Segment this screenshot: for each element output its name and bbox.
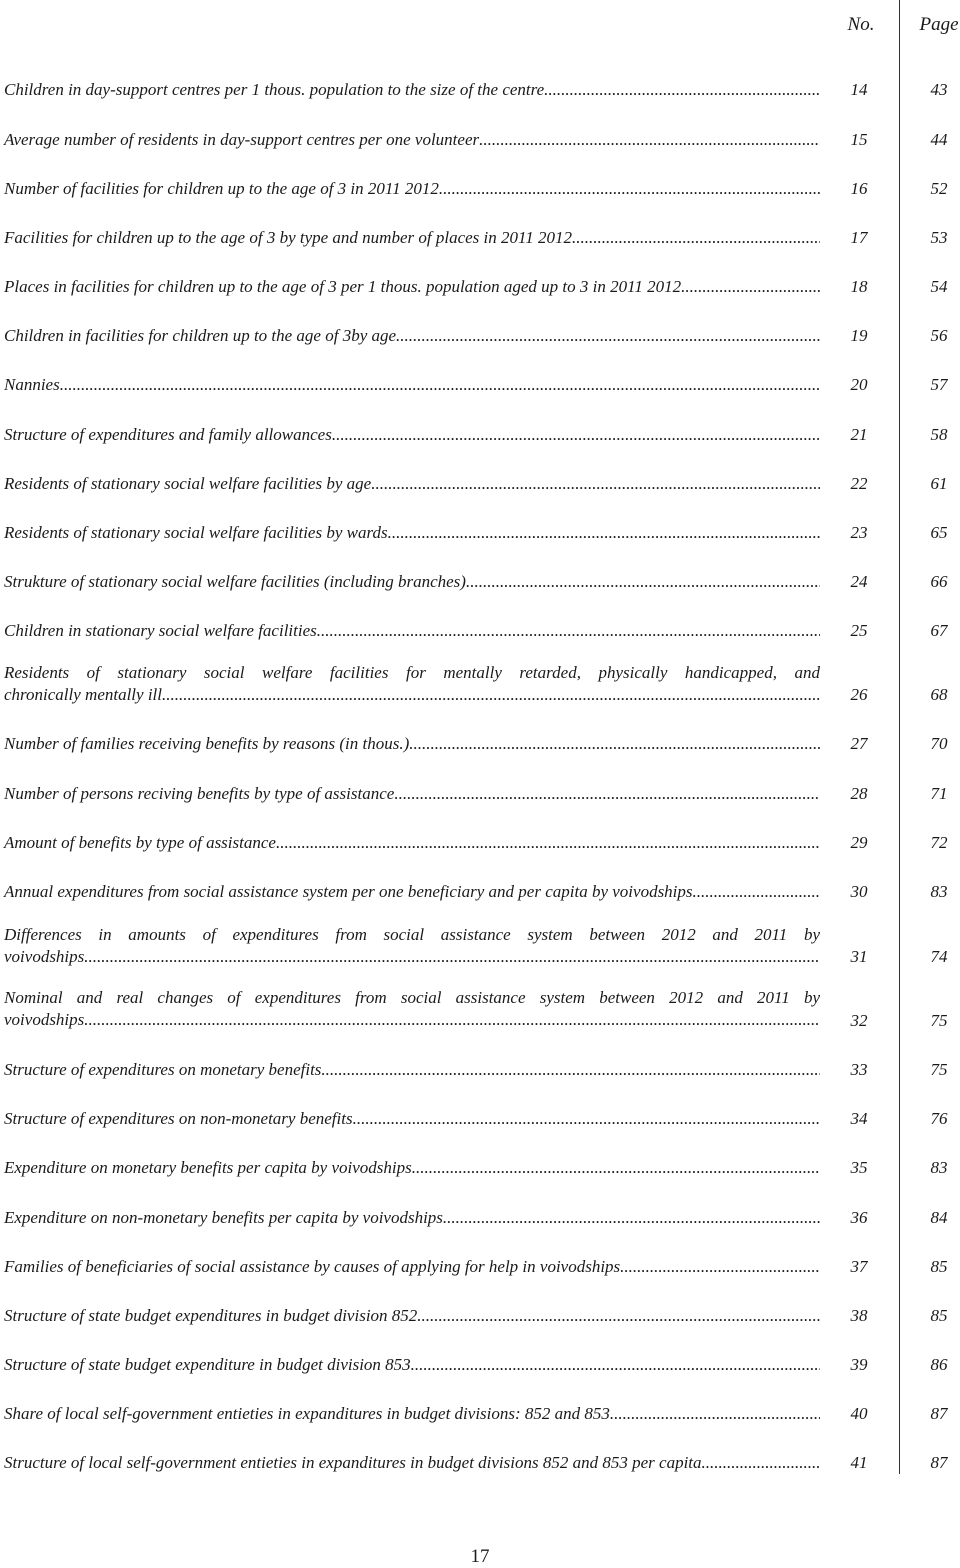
entry-title: Residents of stationary social welfare facilities by wards xyxy=(4,523,388,542)
entry-title: Number of facilities for children up to the age of 3 in 2011 2012 xyxy=(4,179,439,198)
leader-dots xyxy=(396,325,820,347)
entry-title-line2: voivodships xyxy=(4,1010,85,1029)
toc-entry[interactable] xyxy=(4,129,820,151)
toc-entry[interactable] xyxy=(4,1207,820,1229)
entry-page: 65 xyxy=(930,523,948,542)
entry-title: Places in facilities for children up to the age of 3 per 1 thous. population aged up to 3 in 2011 2012 xyxy=(4,277,682,296)
entry-page: 84 xyxy=(930,1208,948,1227)
toc-entry[interactable] xyxy=(4,881,820,903)
entry-page: 76 xyxy=(930,1109,948,1128)
leader-dots xyxy=(544,79,820,101)
leader-dots xyxy=(693,881,820,903)
toc-entry[interactable] xyxy=(4,1059,820,1081)
entry-page: 68 xyxy=(930,685,948,704)
entry-page: 67 xyxy=(930,621,948,640)
leader-dots xyxy=(332,424,820,446)
entry-title: Residents of stationary social welfare facilities by age xyxy=(4,474,372,493)
leader-dots xyxy=(371,473,820,495)
leader-dots xyxy=(412,1157,820,1179)
leader-dots xyxy=(620,1256,820,1278)
leader-dots xyxy=(321,1059,820,1081)
leader-dots xyxy=(84,946,820,968)
entry-title: Children in stationary social welfare facilities xyxy=(4,621,317,640)
entry-number: 28 xyxy=(850,784,868,803)
entry-number: 19 xyxy=(850,326,868,345)
leader-dots xyxy=(60,374,820,396)
toc-entry[interactable] xyxy=(4,424,820,446)
entry-title: Families of beneficiaries of social assistance by causes of applying for help in voivodships xyxy=(4,1257,621,1276)
entry-title: Children in day-support centres per 1 thous. population to the size of the centre xyxy=(4,80,545,99)
entry-title: Facilities for children up to the age of 3 by type and number of places in 2011 2012 xyxy=(4,228,572,247)
entry-title: Number of families receiving benefits by reasons (in thous.) xyxy=(4,734,410,753)
toc-entry[interactable] xyxy=(4,1305,820,1327)
toc-entry[interactable] xyxy=(4,662,820,706)
leader-dots xyxy=(394,783,820,805)
toc-entry[interactable] xyxy=(4,178,820,200)
entry-page: 58 xyxy=(930,425,948,444)
toc-entry[interactable] xyxy=(4,987,820,1031)
leader-dots xyxy=(681,276,820,298)
leader-dots xyxy=(417,1305,820,1327)
toc-entry[interactable] xyxy=(4,79,820,101)
leader-dots xyxy=(572,227,820,249)
toc-entry[interactable] xyxy=(4,374,820,396)
column-header-page: Page xyxy=(919,14,959,35)
entry-number: 27 xyxy=(850,734,868,753)
toc-entry[interactable] xyxy=(4,1452,820,1474)
entry-number: 38 xyxy=(850,1306,868,1325)
leader-dots xyxy=(466,571,820,593)
entry-title: Structure of state budget expenditures in budget division 852 xyxy=(4,1306,418,1325)
entry-page: 75 xyxy=(930,1011,948,1030)
entry-page: 52 xyxy=(930,179,948,198)
entry-page: 53 xyxy=(930,228,948,247)
entry-title-line1: Residents of stationary social welfare facilities for mentally retarded, physically handicapped, and xyxy=(4,663,820,682)
entry-number: 36 xyxy=(850,1208,868,1227)
toc-entry[interactable] xyxy=(4,325,820,347)
entry-number: 32 xyxy=(850,1011,868,1030)
leader-dots xyxy=(610,1403,820,1425)
toc-entry[interactable] xyxy=(4,1403,820,1425)
leader-dots xyxy=(276,832,820,854)
entry-page: 83 xyxy=(930,1158,948,1177)
entry-number: 20 xyxy=(850,375,868,394)
entry-number: 33 xyxy=(850,1060,868,1079)
entry-page: 87 xyxy=(930,1404,948,1423)
entry-title: Annual expenditures from social assistance system per one beneficiary and per capita by voivodships xyxy=(4,882,693,901)
entry-title-line2: chronically mentally ill xyxy=(4,685,162,704)
page-number: 17 xyxy=(470,1546,490,1567)
toc-entry[interactable] xyxy=(4,1157,820,1179)
entry-page: 83 xyxy=(930,882,948,901)
entry-title-line1: Nominal and real changes of expenditures from social assistance system between 2012 and 2011 by xyxy=(4,988,820,1007)
toc-entry[interactable] xyxy=(4,276,820,298)
entry-title: Expenditure on non-monetary benefits per capita by voivodships xyxy=(4,1208,443,1227)
entry-number: 41 xyxy=(850,1453,868,1472)
entry-number: 35 xyxy=(850,1158,868,1177)
column-header-no: No. xyxy=(847,14,875,35)
entry-title: Structure of expenditures on monetary benefits xyxy=(4,1060,322,1079)
entry-number: 37 xyxy=(850,1257,868,1276)
entry-page: 66 xyxy=(930,572,948,591)
entry-title: Structure of expenditures on non-monetary benefits xyxy=(4,1109,353,1128)
entry-title: Structure of local self-government entieties in expanditures in budget divisions 852 and 853 per capita xyxy=(4,1453,702,1472)
entry-title-line1: Differences in amounts of expenditures from social assistance system between 2012 and 2011 by xyxy=(4,925,820,944)
entry-page: 61 xyxy=(930,474,948,493)
entry-page: 71 xyxy=(930,784,948,803)
entry-page: 74 xyxy=(930,947,948,966)
entry-title: Share of local self-government entieties in expanditures in budget divisions: 852 and 853 xyxy=(4,1404,610,1423)
entry-page: 85 xyxy=(930,1306,948,1325)
entry-number: 14 xyxy=(850,80,868,99)
toc-entry[interactable] xyxy=(4,832,820,854)
entry-page: 43 xyxy=(930,80,948,99)
entry-number: 39 xyxy=(850,1355,868,1374)
toc-entry[interactable] xyxy=(4,1108,820,1130)
entry-title: Number of persons reciving benefits by type of assistance xyxy=(4,784,395,803)
entry-page: 44 xyxy=(930,130,948,149)
entry-page: 56 xyxy=(930,326,948,345)
entry-number: 18 xyxy=(850,277,868,296)
toc-entry[interactable] xyxy=(4,1354,820,1376)
leader-dots xyxy=(479,129,820,151)
toc-entry[interactable] xyxy=(4,522,820,544)
entry-title: Structure of expenditures and family allowances xyxy=(4,425,332,444)
entry-page: 54 xyxy=(930,277,948,296)
entry-page: 87 xyxy=(930,1453,948,1472)
toc-entry[interactable] xyxy=(4,924,820,968)
leader-dots xyxy=(443,1207,820,1229)
entry-number: 21 xyxy=(850,425,868,444)
leader-dots xyxy=(84,1009,820,1031)
toc-entry[interactable] xyxy=(4,733,820,755)
entry-number: 23 xyxy=(850,523,868,542)
entry-page: 86 xyxy=(930,1355,948,1374)
leader-dots xyxy=(388,522,820,544)
toc-entry[interactable] xyxy=(4,783,820,805)
entry-number: 31 xyxy=(850,947,868,966)
entry-number: 30 xyxy=(850,882,868,901)
entry-title: Children in facilities for children up to the age of 3by age xyxy=(4,326,397,345)
entry-page: 57 xyxy=(930,375,948,394)
entry-number: 24 xyxy=(850,572,868,591)
entry-title: Expenditure on monetary benefits per capita by voivodships xyxy=(4,1158,412,1177)
leader-dots xyxy=(353,1108,820,1130)
entry-page: 72 xyxy=(930,833,948,852)
entry-number: 40 xyxy=(850,1404,868,1423)
entry-number: 34 xyxy=(850,1109,868,1128)
entry-number: 22 xyxy=(850,474,868,493)
toc-entry[interactable] xyxy=(4,620,820,642)
entry-title: Amount of benefits by type of assistance xyxy=(4,833,276,852)
entry-number: 17 xyxy=(850,228,868,247)
entry-number: 26 xyxy=(850,685,868,704)
entry-title-line2: voivodships xyxy=(4,947,85,966)
entry-page: 85 xyxy=(930,1257,948,1276)
entry-page: 75 xyxy=(930,1060,948,1079)
leader-dots xyxy=(702,1452,820,1474)
column-divider xyxy=(899,0,900,1474)
entry-number: 29 xyxy=(850,833,868,852)
toc-entry[interactable] xyxy=(4,571,820,593)
leader-dots xyxy=(162,684,820,706)
entry-number: 25 xyxy=(850,621,868,640)
entry-title: Structure of state budget expenditure in budget division 853 xyxy=(4,1355,411,1374)
entry-number: 15 xyxy=(850,130,868,149)
entry-title: Strukture of stationary social welfare facilities (including branches) xyxy=(4,572,466,591)
entry-title: Average number of residents in day-support centres per one volunteer xyxy=(4,130,480,149)
leader-dots xyxy=(317,620,820,642)
toc-entry[interactable] xyxy=(4,1256,820,1278)
entry-title: Nannies xyxy=(4,375,60,394)
entry-number: 16 xyxy=(850,179,868,198)
toc-entry[interactable] xyxy=(4,227,820,249)
leader-dots xyxy=(409,733,820,755)
leader-dots xyxy=(439,178,820,200)
entry-page: 70 xyxy=(930,734,948,753)
toc-entry[interactable] xyxy=(4,473,820,495)
leader-dots xyxy=(411,1354,820,1376)
